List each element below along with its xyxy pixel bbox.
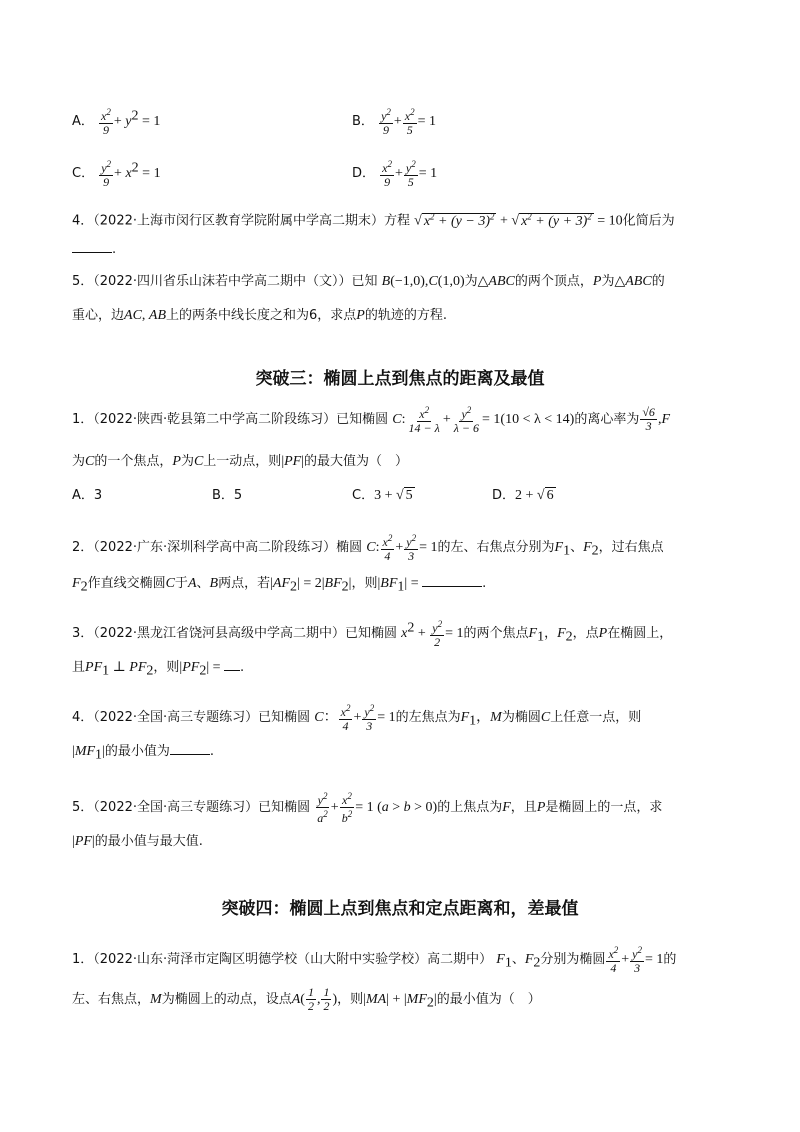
s3-q1-opt-d: D．2 + √ 6 — [492, 488, 554, 503]
s3-question-3: 3．（2022·黑龙江省饶河县高级中学高二期中）已知椭圆 $x^2$ + $\frac{y^2}{2}$ = 1的两个焦点$F_1$，$F_2$，点P在椭圆上， — [72, 619, 673, 649]
option-d: D． $\frac{x^2}{9}$ + $\frac{y^2}{5}$ = 1 — [352, 159, 438, 189]
section-3-title: 突破三：椭圆上点到焦点的距离及最值 — [255, 369, 545, 389]
option-label: B． — [352, 114, 374, 129]
s3-question-2: 2．（2022·广东·深圳科学高中高二阶段练习）椭圆 C: $\frac{x^2}{4}$ + $\frac{y^2}{3}$ = 1的左、右焦点分别为$F_1$、$F_2$，过右焦点 — [72, 533, 664, 563]
option-b: B． $\frac{y^2}{9}$ + $\frac{x^2}{5}$ = 1 — [352, 107, 437, 137]
option-a: A． $\frac{x^2}{9}$ + $y^2 = 1$ — [72, 107, 161, 137]
question-4-answer-line: . — [72, 240, 116, 260]
s4-question-1-line2: 左、右焦点，M为椭圆上的动点，设点A( $\frac{1}{2}$ , $\frac{1}{2}$ )，则$|MA| + |MF_2|$的最小值为（ ） — [72, 985, 541, 1013]
s3-question-2-line2: $F_2$作直线交椭圆C于A、B两点，若$|AF_2| = 2|BF_2|$，则$|BF_1|$ = . — [72, 576, 487, 595]
s3-question-5: 5．（2022·全国·高三专题练习）已知椭圆 $\frac{y^2}{a^2}$ + $\frac{x^2}{b^2}$ = 1 (a > b > 0)的上焦点为F，且P是椭圆上的一点，求 — [72, 791, 663, 825]
s3-question-1: 1．（2022·陕西·乾县第二中学高二阶段练习）已知椭圆 C: $\frac{x^2}{14 - \lambda}$ + $\frac{y^2}{\lambda - 6}$ = 1(10 < λ < 14)的离心率为 $\frac{√6}{3}$ ,F — [72, 405, 670, 435]
option-label: A． — [72, 114, 94, 129]
s3-question-1-line2: 为C的一个焦点，P为C上一动点，则|PF|的最大值为（ ） — [72, 454, 409, 469]
option-c: C． $\frac{y^2}{9}$ + $x^2 = 1$ — [72, 159, 161, 189]
question-5: 5．（2022·四川省乐山沫若中学高二期中（文））已知 B(−1,0),C(1,0)为△ABC的两个顶点，P为△ABC的 — [72, 274, 665, 289]
option-label: D． — [352, 166, 376, 181]
question-5-line2: 重心，边AC, AB上的两条中线长度之和为6，求点P的轨迹的方程. — [72, 308, 447, 323]
question-4: 4．（2022·上海市闵行区教育学院附属中学高二期末）方程 √ $x^2 + (y - 3)^2$ + √ $x^2 + (y + 3)^2 = 10$化简后为 — [72, 211, 675, 229]
math-frac: $\frac{x^2}{9}$ — [101, 107, 111, 137]
section-4-title: 突破四：椭圆上点到焦点和定点距离和，差最值 — [221, 899, 579, 919]
s3-question-4-line2: $|MF_1|$的最小值为 . — [72, 744, 214, 763]
s3-question-3-line2: 且$PF_1$ ⊥ $PF_2$，则$|PF_2|$ = . — [72, 660, 245, 679]
math-frac: $\frac{x^2}{9}$ — [382, 159, 392, 189]
s4-question-1: 1．（2022·山东·菏泽市定陶区明德学校（山大附中实验学校）高二期中） $F_1$、$F_2$分别为椭圆 $\frac{x^2}{4}$ + $\frac{y^2}{3}$ = 1的 — [72, 945, 677, 975]
math-frac: $\frac{y^2}{9}$ — [381, 107, 391, 137]
s3-q1-opt-c: C．3 + √ 5 — [352, 488, 413, 503]
math-frac: $\frac{y^2}{9}$ — [101, 159, 112, 189]
s3-question-4: 4．（2022·全国·高三专题练习）已知椭圆 C： $\frac{x^2}{4}$ + $\frac{y^2}{3}$ = 1的左焦点为$F_1$，M为椭圆C上任意一点，则 — [72, 703, 642, 733]
s3-question-5-line2: |PF|的最小值与最大值. — [72, 834, 203, 849]
option-label: C． — [72, 166, 95, 181]
s3-q1-opt-a: A．3 — [72, 488, 103, 503]
s3-q1-opt-b: B．5 — [212, 488, 243, 503]
